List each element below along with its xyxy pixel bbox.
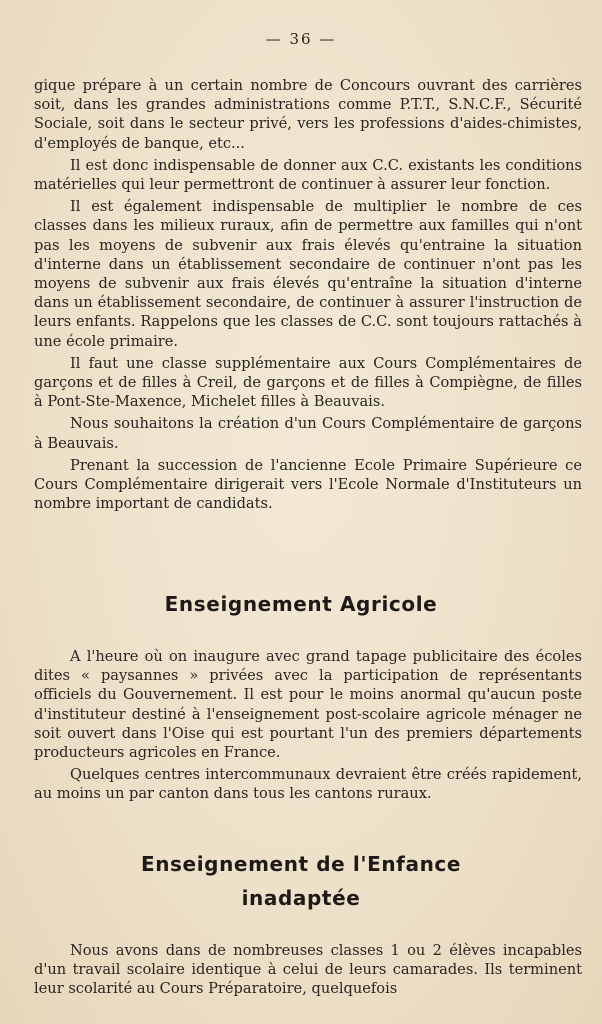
heading-enseignement-agricole: Enseignement Agricole: [164, 592, 438, 616]
section-agricole-text: [34, 644, 582, 804]
paragraph: Quelques centres intercommunaux devraient être créés rapidement, au moins un par canton dans tous les cantons ruraux.: [34, 766, 582, 803]
paragraph: Il est donc indispensable de donner aux C.C. existants les conditions matérielles qui leur permettront de continuer à assurer leur fonction.: [34, 156, 582, 194]
paragraph: Prenant la succession de l'ancienne Ecole Primaire Supérieure ce Cours Complémentaire dirigerait vers l'Ecole Normale d'Instituteurs un nombre important de candidats.: [34, 456, 582, 513]
heading-enfance-inadaptee-line2: inadaptée: [241, 886, 361, 910]
paragraph: Nous avons dans de nombreuses classes 1 ou 2 élèves incapables d'un travail scolaire identique à celui de leurs camarades. Ils terminent leur scolarité au Cours Préparatoire, quelquefois: [34, 942, 582, 998]
section-inadaptee-text: [34, 938, 582, 999]
section-courses-text: [34, 76, 582, 513]
page-number: — 36 —: [265, 30, 337, 48]
paragraph: A l'heure où on inaugure avec grand tapage publicitaire des écoles dites « paysannes » privées avec la participation de représentants officiels du Gouvernement. Il est pour le moins anormal qu'aucun poste d'instituteur destiné à l'enseignement post-scolaire agricole ménager ne soit ouvert dans l'Oise qui est pourtant l'un des premiers départements producteurs agricoles en France.: [34, 648, 582, 762]
paragraph: Nous souhaitons la création d'un Cours Complémentaire de garçons à Beauvais.: [34, 415, 582, 452]
paragraph: Il est également indispensable de multiplier le nombre de ces classes dans les milieux ruraux, afin de permettre aux familles qui n'ont pas les moyens de subvenir aux frais élevés qu'entraine la situation d'interne dans un établissement secondaire de continuer n'ont pas les moyens de subvenir aux frais élevés qu'entraîne la situation d'interne dans un établissement secondaire, de continuer à assurer l'instruction de leurs enfants. Rappelons que les classes de C.C. sont toujours rattachés à une école primaire.: [34, 198, 582, 350]
paragraph: gique prépare à un certain nombre de Concours ouvrant des carrières soit, dans les grandes administrations comme P.T.T., S.N.C.F., Sécurité Sociale, soit dans le secteur privé, vers les professions d'aides-chimistes, d'employés de banque, etc...: [34, 77, 582, 152]
heading-enfance-inadaptee-line1: Enseignement de l'Enfance: [140, 852, 462, 876]
paragraph: Il faut une classe supplémentaire aux Cours Complémentaires de garçons et de filles à Creil, de garçons et de filles à Compiègne, de filles à Pont-Ste-Maxence, Michelet filles à Beauvais.: [34, 354, 582, 411]
